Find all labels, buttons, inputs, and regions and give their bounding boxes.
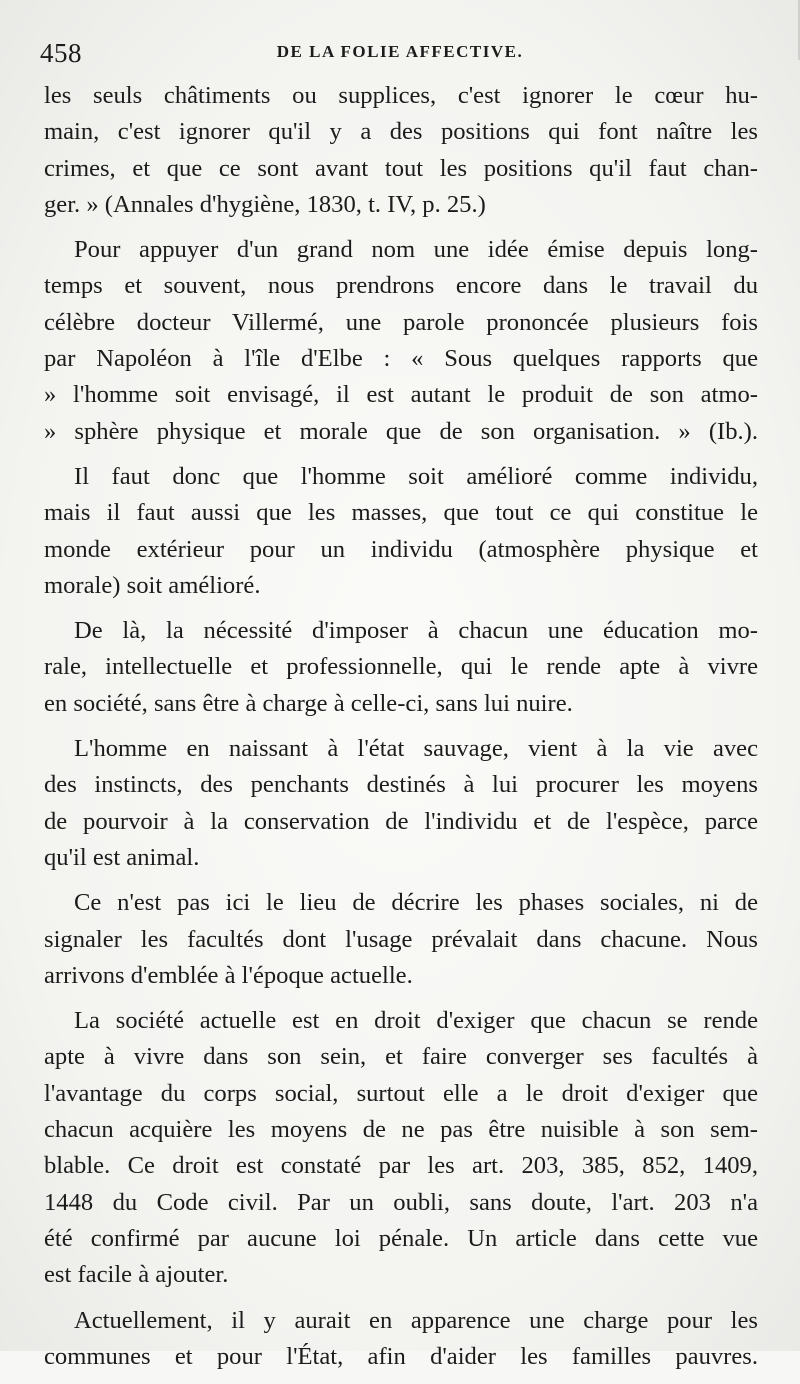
text-line: La société actuelle est en droit d'exiger que chacun se rende bbox=[74, 1007, 758, 1035]
text-line: les seuls châtiments ou supplices, c'est ignorer le cœur hu- bbox=[44, 82, 758, 109]
text-line: été confirmé par aucune loi pénale. Un article dans cette vue bbox=[44, 1224, 758, 1252]
running-title: DE LA FOLIE AFFECTIVE. bbox=[276, 42, 524, 61]
text-line: » l'homme soit envisagé, il est autant le produit de son atmo- bbox=[44, 381, 758, 409]
paragraph-5 bbox=[44, 731, 758, 876]
text-line: qu'il est animal. bbox=[44, 843, 200, 871]
text-line: » sphère physique et morale que de son organisation. » (Ib.). bbox=[44, 417, 758, 445]
text-line: morale) soit amélioré. bbox=[44, 571, 261, 599]
text-line: est facile à ajouter. bbox=[44, 1261, 229, 1289]
text-line: des instincts, des penchants destinés à lui procurer les moyens bbox=[44, 771, 758, 799]
text-line: communes et pour l'État, afin d'aider les familles pauvres. bbox=[44, 1342, 758, 1370]
text-line: Actuellement, il y aurait en apparence une charge pour les bbox=[74, 1306, 758, 1334]
paragraph-3 bbox=[44, 459, 758, 604]
paragraph-6 bbox=[44, 885, 758, 994]
text-line: 1448 du Code civil. Par un oubli, sans doute, l'art. 203 n'a bbox=[44, 1188, 758, 1216]
text-line: rale, intellectuelle et professionnelle, qui le rende apte à vivre bbox=[44, 653, 758, 681]
text-line: célèbre docteur Villermé, une parole prononcée plusieurs fois bbox=[44, 308, 758, 336]
paragraph-4 bbox=[44, 613, 758, 722]
text-line: crimes, et que ce sont avant tout les positions qu'il faut chan- bbox=[44, 154, 758, 182]
text-line: arrivons d'emblée à l'époque actuelle. bbox=[44, 961, 413, 989]
text-line: ger. » (Annales d'hygiène, 1830, t. IV, p. 25.) bbox=[44, 190, 486, 218]
paragraph-7 bbox=[44, 1003, 758, 1293]
text-line: Pour appuyer d'un grand nom une idée émise depuis long- bbox=[74, 236, 758, 264]
text-line: main, c'est ignorer qu'il y a des positions qui font naître les bbox=[44, 118, 758, 146]
text-line: De là, la nécessité d'imposer à chacun une éducation mo- bbox=[74, 617, 758, 645]
body-text bbox=[44, 78, 758, 1384]
page-header bbox=[40, 34, 760, 70]
text-line: L'homme en naissant à l'état sauvage, vient à la vie avec bbox=[74, 735, 758, 763]
text-line: mais il faut aussi que les masses, que tout ce qui constitue le bbox=[44, 499, 758, 527]
text-line: Il faut donc que l'homme soit amélioré comme individu, bbox=[74, 462, 758, 490]
text-line: blable. Ce droit est constaté par les art. 203, 385, 852, 1409, bbox=[44, 1152, 758, 1180]
text-line: temps et souvent, nous prendrons encore dans le travail du bbox=[44, 272, 758, 300]
paragraph-8 bbox=[44, 1303, 758, 1376]
page-number: 458 bbox=[40, 38, 82, 68]
text-line: en société, sans être à charge à celle-ci, sans lui nuire. bbox=[44, 689, 573, 717]
text-line: signaler les facultés dont l'usage prévalait dans chacune. Nous bbox=[44, 925, 758, 953]
text-line: apte à vivre dans son sein, et faire converger ses facultés à bbox=[44, 1043, 758, 1071]
text-line: par Napoléon à l'île d'Elbe : « Sous quelques rapports que bbox=[44, 345, 758, 373]
paragraph-1 bbox=[44, 78, 758, 223]
text-line: monde extérieur pour un individu (atmosphère physique et bbox=[44, 535, 758, 563]
paragraph-2 bbox=[44, 232, 758, 450]
text-line: de pourvoir à la conservation de l'individu et de l'espèce, parce bbox=[44, 807, 758, 835]
text-line: chacun acquière les moyens de ne pas être nuisible à son sem- bbox=[44, 1116, 758, 1144]
text-line: Ce n'est pas ici le lieu de décrire les phases sociales, ni de bbox=[74, 889, 758, 917]
page-edge-mark bbox=[788, 0, 800, 60]
text-line: l'avantage du corps social, surtout elle a le droit d'exiger que bbox=[44, 1079, 758, 1107]
